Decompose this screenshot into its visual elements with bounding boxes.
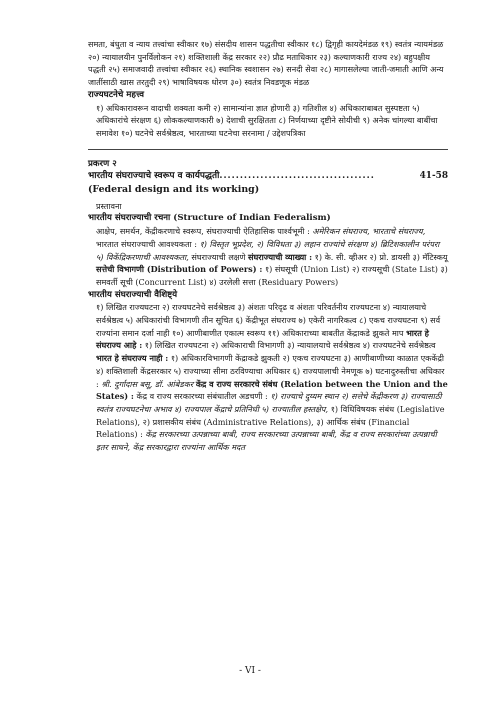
chapter-label: प्रकरण २ [88, 158, 117, 169]
features-italic-names: श्री. दुर्गादास बसू, डॉ. आंबेडकर [101, 378, 194, 389]
is-federation-label: भारत हे संघराज्य आहे : [96, 327, 429, 351]
structure-text-1: आक्षेप, समर्थन, केंद्रीकरणाचे स्वरूप, संघराज्याची ऐतिहासिक पार्श्वभूमी : [96, 226, 310, 237]
page-number: - VI - [239, 666, 261, 676]
distribution-text: १) संघसूची (Union List) २) राज्यसूची (State List) ३) समवर्ती सूची (Concurrent List) ४) उरलेली सत्ता (Residuary Powers) [96, 264, 448, 287]
relations-text: केंद्र व राज्य सरकारच्या संबंधातील अडचणी : [136, 391, 268, 402]
not-federation-label: भारत हे संघराज्य नाही : [96, 353, 169, 364]
chapter-title: भारतीय संघराज्याचे स्वरूप व कार्यपद्धती [88, 171, 220, 182]
structure-heading: भारतीय संघराज्याची रचना (Structure of Indian Federalism) [88, 213, 331, 224]
chapter-english-title: (Federal design and its working) [88, 184, 260, 196]
preface: प्रस्तावना [96, 200, 122, 211]
features-text-2: १) लिखित राज्यघटना २) अधिकाराची विभागणी ३) न्यायालयाचे सर्वश्रेष्ठत्व ४) राज्यघटनेचे सर्वश्रेष्ठत्व [144, 340, 436, 351]
relations-italic-2: केंद्र सरकारच्या उत्पन्नाच्या बाबी, राज्य सरकारच्या उत्पन्नाच्या बाबी, केंद्र व राज्य सरकारांच्या उत्पन्नाची इतर साधने, केंद्र सरकारद्वारा राज्यांना आर्थिक मदत [96, 429, 437, 453]
features-text-3: १) अधिकारविभागणी केंद्राकडे झुकती २) एकच राज्यघटना ३) आणीबाणीच्या काळात एककेंद्री ४) शक्तिशाली केंद्रसरकार ५) राज्याच्या सीमा ठरविण्याचा अधिकार ६) राज्यपालाची नेमणूक ७) घटनादुरुस्तीचा अधिकार : [96, 353, 445, 389]
definition-label: संघराज्याची व्याख्या : [248, 251, 313, 262]
structure-text-2: भारतात संघराज्याची आवश्यकता : [96, 238, 198, 249]
importance-heading: राज्यघटनेचे महत्त्व [88, 89, 145, 100]
definition-text: १) के. सी. व्हीअर २) प्रो. डायसी ३) मॅटिस्कयू [314, 251, 448, 262]
chapter-title-line [88, 170, 448, 183]
structure-paragraph [88, 225, 448, 289]
features-paragraph [88, 301, 448, 453]
distribution-label: सत्तेची विभागणी (Distribution of Powers) : [96, 264, 263, 275]
structure-italic-1: अमेरिकन संघराज्य, भारताचे संघराज्य, [312, 226, 426, 237]
chapter-pages: 41-58 [419, 171, 448, 182]
relations-label: केंद्र व राज्य सरकारचे संबंध (Relation between the Union and the States) : [96, 378, 448, 402]
relations-text-2: १) विधिविषयक संबंध (Legislative Relations), २) प्रशासकीय संबंध (Administrative Relations), ३) आर्थिक संबंध (Financial Relations) : [96, 403, 445, 440]
importance-paragraph: १) अधिकारावरून वादाची शक्यता कमी २) सामान्यांना ज्ञात होणारी ३) गतिशील ४) अधिकाराबाबत सुस्पष्टता ५) अधिकारांचे संरक्षण ६) लोककल्याणकारी ७) देशाची सुरक्षितता ८) निर्णयाच्या दृष्टीने सोयीची ९) अनेक चांगल्या बाबींचा समावेश १०) घटनेचे सर्वश्रेष्ठत्व, भारताच्या घटनेचा सरनामा / उद्देशपत्रिका [96, 102, 438, 138]
features-heading: भारतीय संघराज्याची वैशिष्ट्ये [88, 289, 178, 300]
structure-italic-2: १) विस्तृत भूप्रदेश, २) विविधता ३) लहान राज्यांचे संरक्षण ४) ब्रिटिशकालीन परंपरा ५) विकेंद्रिकरणाची आवश्यकता, [96, 238, 440, 262]
chapter-divider [88, 149, 448, 150]
structure-text-3: संघराज्याची लक्षणे [191, 251, 246, 262]
features-text-1: १) लिखित राज्यघटना २) राज्यघटनेचे सर्वश्रेष्ठत्व ३) अंशतः परिदृढ व अंशतः परिवर्तनीय राज्यघटना ४) न्यायालयाचे सर्वश्रेष्ठत्व ५) अधिकारांची विभागणी तीन सूचित ६) केंद्रीभूत संघराज्य ७) एकेरी नागरिकत्व ८) एकच राज्यघटना ९) सर्व राज्यांना समान दर्जा नाही १०) आणीबाणीत एकात्म स्वरूप ११) अधिकाराच्या बाबतीत केंद्राकडे झुकते माप [96, 302, 441, 338]
relations-italic: १) राज्याचे दुय्यम स्थान २) सत्तेचे केंद्रीकरण ३) राज्यासाठी स्वतंत्र राज्यघटनेचा अभाव ४) राज्यपाल केंद्राचे प्रतिनिधी ५) राज्यातील हस्तक्षेप, [96, 391, 442, 414]
intro-paragraph: समता, बंधुता व न्याय तत्त्वांचा स्वीकार १७) संसदीय शासन पद्धतीचा स्वीकार १८) द्विगृही कायदेमंडळ १९) स्वतंत्र न्यायमंडळ २०) न्यायालयीन पुनर्विलोकन २१) शक्तिशाली केंद्र सरकार २२) प्रौढ मताधिकार २३) कल्याणकारी राज्य २४) बहुपक्षीय पद्धती २५) समाजवादी तत्त्वांचा स्वीकार २६) स्थानिक स्वशासन २७) सनदी सेवा २८) मागासलेल्या जाती-जमाती आणि अन्य जातींसाठी खास तरतुदी २९) भाषाविषयक धोरण ३०) स्वतंत्र निवडणूक मंडळ [88, 39, 444, 88]
chapter-leader-dots: ...................................... [219, 171, 375, 182]
